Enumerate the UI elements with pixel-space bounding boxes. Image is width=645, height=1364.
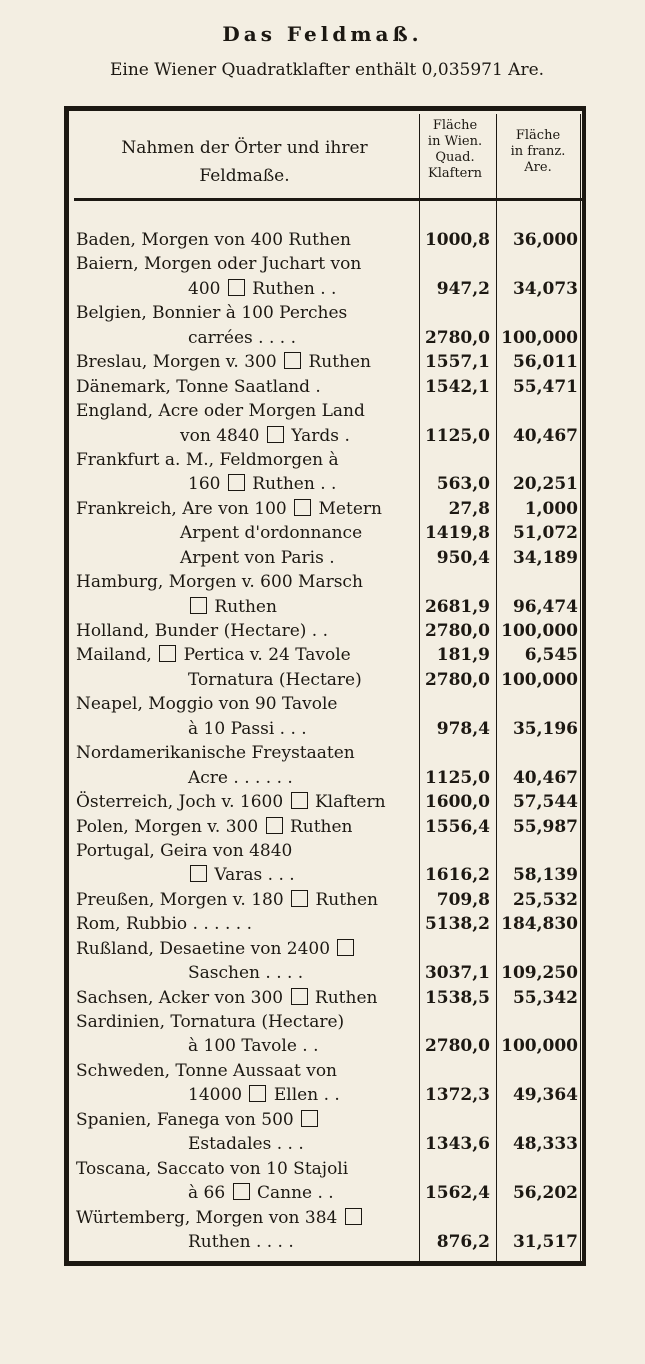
row-value-are: 100,000 (501, 1036, 578, 1057)
header-col-are-line: Are. (524, 160, 552, 175)
row-place-name: Toscana, Saccato von 10 Stajoli (76, 1158, 349, 1179)
square-symbol-icon (345, 1208, 362, 1225)
row-place-name: carrées . . . . (188, 327, 296, 348)
row-value-wien: 3037,1 (424, 963, 490, 984)
table-row (76, 570, 581, 594)
row-value-wien: 950,4 (436, 547, 490, 568)
table-row (76, 912, 581, 936)
row-value-are: 34,073 (512, 278, 578, 299)
square-symbol-icon (291, 890, 308, 907)
row-value-wien: 27,8 (448, 498, 490, 519)
table-row (76, 399, 581, 423)
row-place-name: Mailand, Pertica v. 24 Tavole (76, 645, 351, 666)
row-value-are: 48,333 (512, 1134, 578, 1155)
table-row (76, 1206, 581, 1230)
header-col-are (495, 128, 581, 176)
row-value-are: 20,251 (512, 474, 578, 495)
table-row (76, 937, 581, 961)
header-rule (74, 198, 582, 201)
table-row (76, 448, 581, 472)
table-row (76, 1034, 581, 1058)
square-symbol-icon (249, 1085, 266, 1102)
row-place-name: Schweden, Tonne Aussaat von (76, 1060, 338, 1081)
row-value-wien: 1556,4 (424, 816, 490, 837)
row-value-are: 40,467 (512, 425, 578, 446)
row-value-wien: 1562,4 (424, 1183, 490, 1204)
row-place-name: Nordamerikanische Freystaaten (76, 743, 355, 764)
row-place-name: Sardinien, Tornatura (Hectare) (76, 1012, 345, 1032)
square-symbol-icon (266, 817, 283, 834)
row-place-name: Rußland, Desaetine von 2400 (76, 937, 356, 961)
table-row (76, 790, 581, 814)
square-symbol-icon (190, 597, 207, 614)
row-place-name: Ruthen . . . . (188, 1231, 294, 1252)
table-row (76, 1157, 581, 1181)
table-row (76, 472, 581, 496)
table-row (76, 595, 581, 619)
row-value-wien: 2780,0 (424, 1036, 490, 1057)
header-names-line2: Feldmaße. (199, 166, 290, 186)
row-value-are: 6,545 (524, 645, 578, 666)
row-value-are: 40,467 (512, 767, 578, 788)
square-symbol-icon (190, 865, 207, 882)
row-value-are: 35,196 (512, 718, 578, 739)
header-col-are-line: Fläche (515, 128, 561, 143)
table-row (76, 277, 581, 301)
row-place-name: Frankreich, Are von 100 Metern (76, 498, 382, 519)
row-value-are: 55,342 (512, 987, 578, 1008)
header-names-line1: Nahmen der Örter und ihrer (121, 138, 368, 158)
row-place-name: Polen, Morgen v. 300 Ruthen (76, 816, 353, 837)
row-place-name: Rom, Rubbio . . . . . . (76, 914, 252, 935)
row-value-wien: 1000,8 (424, 230, 490, 250)
row-value-are: 100,000 (501, 327, 578, 348)
table-row (76, 1132, 581, 1156)
row-place-name: Baden, Morgen von 400 Ruthen (76, 230, 351, 250)
row-value-are: 55,471 (512, 376, 578, 397)
row-place-name: England, Acre oder Morgen Land (76, 401, 365, 422)
row-value-wien: 709,8 (436, 889, 490, 910)
row-value-are: 58,139 (512, 865, 578, 886)
row-place-name: Tornatura (Hectare) (188, 669, 362, 690)
row-value-wien: 1125,0 (424, 767, 490, 788)
row-value-wien: 2681,9 (424, 596, 490, 617)
row-place-name: Baiern, Morgen oder Juchart von (76, 254, 362, 275)
table-row (76, 1059, 581, 1083)
row-value-wien: 563,0 (436, 474, 490, 495)
row-place-name: Preußen, Morgen v. 180 Ruthen (76, 889, 379, 910)
table-row (76, 326, 581, 350)
table-row (76, 717, 581, 741)
row-value-wien: 947,2 (436, 278, 490, 299)
row-place-name: Arpent d'ordonnance (180, 523, 363, 544)
table-row (76, 301, 581, 325)
row-value-are: 100,000 (501, 669, 578, 690)
row-place-name: à 10 Passi . . . (188, 718, 307, 739)
row-place-name: Hamburg, Morgen v. 600 Marsch (76, 572, 363, 593)
table-row (76, 643, 581, 667)
square-symbol-icon (228, 279, 245, 296)
row-place-name: Breslau, Morgen v. 300 Ruthen (76, 352, 371, 373)
table-row (76, 228, 581, 252)
row-value-are: 56,011 (512, 352, 578, 373)
row-value-wien: 5138,2 (424, 914, 490, 935)
row-value-are: 1,000 (524, 498, 578, 519)
row-place-name: Saschen . . . . (188, 963, 304, 984)
row-value-are: 36,000 (512, 230, 578, 250)
square-symbol-icon (291, 792, 308, 809)
row-value-wien: 1372,3 (424, 1085, 490, 1106)
header-col-wien-line: Fläche (432, 118, 478, 133)
row-place-name: 400 Ruthen . . (188, 278, 337, 299)
square-symbol-icon (228, 474, 245, 491)
square-symbol-icon (284, 352, 301, 369)
square-symbol-icon (301, 1110, 318, 1127)
row-value-are: 31,517 (512, 1231, 578, 1252)
table-row (76, 1230, 581, 1254)
row-place-name: Arpent von Paris . (180, 547, 335, 568)
row-value-wien: 2780,0 (424, 621, 490, 641)
table-row (76, 1010, 581, 1034)
header-col-wien-line: Quad. (435, 150, 475, 165)
table-body (76, 228, 581, 1254)
row-value-wien: 2780,0 (424, 669, 490, 690)
table-row (76, 619, 581, 643)
header-col-wien-line: Klaftern (428, 166, 482, 181)
square-symbol-icon (267, 426, 284, 443)
table-row (76, 375, 581, 399)
row-value-are: 55,987 (512, 816, 578, 837)
row-value-are: 51,072 (512, 523, 578, 544)
row-place-name: Belgien, Bonnier à 100 Perches (76, 303, 348, 324)
row-value-are: 25,532 (512, 889, 578, 910)
row-value-are: 100,000 (501, 621, 578, 641)
row-place-name: 160 Ruthen . . (188, 474, 337, 495)
row-place-name: von 4840 Yards . (180, 425, 350, 446)
table-row (76, 1181, 581, 1205)
header-col-wien (417, 118, 493, 182)
row-value-are: 56,202 (512, 1183, 578, 1204)
row-value-wien: 876,2 (436, 1231, 490, 1252)
row-value-wien: 1542,1 (424, 376, 490, 397)
header-names (72, 134, 417, 190)
table-row (76, 546, 581, 570)
square-symbol-icon (159, 645, 176, 662)
table-row (76, 741, 581, 765)
row-place-name: Portugal, Geira von 4840 (76, 840, 293, 861)
row-value-wien: 1616,2 (424, 865, 490, 886)
row-value-wien: 1419,8 (424, 523, 490, 544)
table-row (76, 668, 581, 692)
row-value-are: 96,474 (512, 596, 578, 617)
row-value-are: 34,189 (512, 547, 578, 568)
row-value-wien: 978,4 (436, 718, 490, 739)
square-symbol-icon (291, 988, 308, 1005)
row-value-are: 49,364 (512, 1085, 578, 1106)
table-row (76, 863, 581, 887)
table-header (72, 112, 584, 200)
square-symbol-icon (233, 1183, 250, 1200)
row-value-wien: 1538,5 (424, 987, 490, 1008)
table-row (76, 521, 581, 545)
table-row (76, 1083, 581, 1107)
page-title: Das Feldmaß. (222, 22, 423, 46)
table-row (76, 839, 581, 863)
table-row (76, 692, 581, 716)
row-place-name: Spanien, Fanega von 500 (76, 1108, 320, 1132)
row-value-are: 184,830 (501, 914, 578, 935)
row-place-name: à 100 Tavole . . (188, 1036, 319, 1057)
table-row (76, 815, 581, 839)
table-row (76, 766, 581, 790)
row-place-name: Österreich, Joch v. 1600 Klaftern (76, 792, 386, 813)
square-symbol-icon (294, 499, 311, 516)
row-value-wien: 181,9 (436, 645, 490, 666)
row-place-name: Würtemberg, Morgen von 384 (76, 1206, 364, 1230)
row-place-name: Varas . . . (188, 863, 295, 887)
row-place-name: Estadales . . . (188, 1134, 304, 1155)
row-value-wien: 1557,1 (424, 352, 490, 373)
row-value-wien: 1125,0 (424, 425, 490, 446)
row-place-name: Ruthen (188, 595, 277, 619)
table-row (76, 252, 581, 276)
square-symbol-icon (337, 939, 354, 956)
row-place-name: 14000 Ellen . . (188, 1085, 340, 1106)
row-place-name: Neapel, Moggio von 90 Tavole (76, 694, 338, 715)
header-col-wien-line: in Wien. (427, 134, 483, 149)
table-row (76, 350, 581, 374)
table-row (76, 424, 581, 448)
row-value-are: 57,544 (512, 792, 578, 813)
row-place-name: Acre . . . . . . (188, 767, 293, 788)
row-value-wien: 2780,0 (424, 327, 490, 348)
row-place-name: Dänemark, Tonne Saatland . (76, 376, 321, 397)
header-col-are-line: in franz. (510, 144, 566, 159)
row-place-name: à 66 Canne . . (188, 1183, 334, 1204)
row-place-name: Frankfurt a. M., Feldmorgen à (76, 449, 339, 470)
row-value-wien: 1600,0 (424, 792, 490, 813)
table-row (76, 888, 581, 912)
row-value-wien: 1343,6 (424, 1134, 490, 1155)
row-place-name: Holland, Bunder (Hectare) . . (76, 621, 329, 641)
table-row (76, 1108, 581, 1132)
page-margin (60, 1266, 600, 1286)
table-row (76, 497, 581, 521)
row-value-are: 109,250 (501, 963, 578, 984)
row-place-name: Sachsen, Acker von 300 Ruthen (76, 987, 378, 1008)
table-row (76, 961, 581, 985)
page-subtitle: Eine Wiener Quadratklafter enthält 0,035971 Are. (110, 60, 545, 80)
table-row (76, 986, 581, 1010)
